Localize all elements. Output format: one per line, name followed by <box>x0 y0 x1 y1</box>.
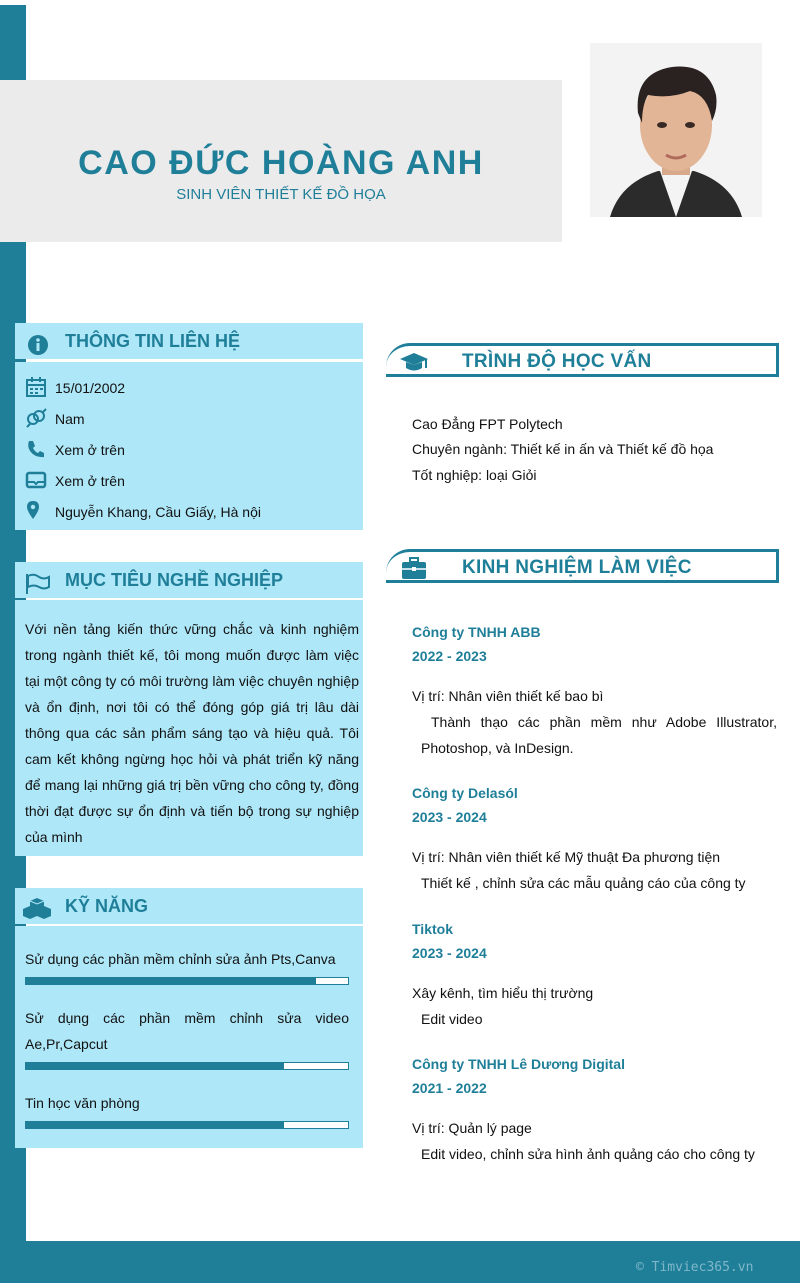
name-header <box>0 80 562 242</box>
experience-title: KINH NGHIỆM LÀM VIỆC <box>462 557 692 578</box>
contact-phone <box>15 438 363 462</box>
job-period: 2022 - 2023 <box>412 648 487 664</box>
skill-fill <box>26 978 316 984</box>
watermark: © Timviec365.vn <box>636 1260 754 1275</box>
birthday-text: 15/01/2002 <box>55 380 126 396</box>
skill-name: Sử dụng các phần mềm chỉnh sửa video Ae,Pr,Capcut <box>25 1010 349 1052</box>
contact-section-header <box>15 323 363 359</box>
phone-text: Xem ở trên <box>55 442 125 458</box>
job-period: 2023 - 2024 <box>412 809 487 825</box>
calendar-icon <box>25 376 47 398</box>
contact-address <box>15 500 363 524</box>
education-section-header <box>386 343 779 377</box>
skill-fill <box>26 1122 284 1128</box>
gender-icon <box>25 407 47 429</box>
skill-bar <box>25 977 349 985</box>
objective-title: MỤC TIÊU NGHỀ NGHIỆP <box>65 570 284 590</box>
job-description: Thành thạo các phần mềm như Adobe Illustrator, Photoshop, và InDesign. <box>421 714 777 756</box>
objective-section <box>15 600 363 856</box>
job-description: Edit video <box>421 1011 483 1027</box>
cubes-icon <box>22 896 52 920</box>
location-icon <box>25 500 47 522</box>
job-company: Công ty Delasól <box>412 785 518 801</box>
profile-photo <box>590 43 762 217</box>
education-title: TRÌNH ĐỘ HỌC VẤN <box>462 351 652 372</box>
job-description: Edit video, chỉnh sửa hình ảnh quảng cáo cho công ty <box>421 1146 755 1162</box>
job-title: SINH VIÊN THIẾT KẾ ĐỒ HỌA <box>176 186 386 203</box>
contact-birthday <box>15 376 363 400</box>
address-text: Nguyễn Khang, Cầu Giấy, Hà nội <box>55 504 261 520</box>
skills-title: KỸ NĂNG <box>65 896 149 916</box>
skill-fill <box>26 1063 284 1069</box>
full-name: CAO ĐỨC HOÀNG ANH <box>78 144 484 182</box>
job-company: Công ty TNHH Lê Dương Digital <box>412 1056 625 1072</box>
email-icon <box>25 469 47 491</box>
contact-email <box>15 469 363 493</box>
email-text: Xem ở trên <box>55 473 125 489</box>
portrait-icon <box>590 43 762 217</box>
objective-section-header <box>15 562 363 598</box>
gender-text: Nam <box>55 411 85 427</box>
phone-icon <box>25 438 47 460</box>
major: Chuyên ngành: Thiết kế in ấn và Thiết kế đồ họa <box>412 441 714 457</box>
experience-section-header <box>386 549 779 583</box>
job-role: Vị trí: Nhân viên thiết kế bao bì <box>412 688 604 704</box>
job-role: Vị trí: Quản lý page <box>412 1120 532 1136</box>
briefcase-icon <box>398 556 430 580</box>
skill-bar <box>25 1121 349 1129</box>
skills-section <box>15 926 363 1148</box>
job-period: 2023 - 2024 <box>412 945 487 961</box>
school-name: Cao Đẳng FPT Polytech <box>412 416 563 432</box>
job-company: Công ty TNHH ABB <box>412 624 541 640</box>
graduation-grade: Tốt nghiệp: loại Giỏi <box>412 467 537 483</box>
skills-section-header <box>15 888 363 924</box>
job-description: Thiết kế , chỉnh sửa các mẫu quảng cáo của công ty <box>421 875 746 891</box>
job-role: Xây kênh, tìm hiểu thị trường <box>412 985 594 1001</box>
contact-section <box>15 362 363 530</box>
job-company: Tiktok <box>412 921 453 937</box>
job-role: Vị trí: Nhân viên thiết kế Mỹ thuật Đa phương tiện <box>412 849 721 865</box>
skill-name: Sử dụng các phần mềm chỉnh sửa ảnh Pts,Canva <box>25 951 336 967</box>
skill-bar <box>25 1062 349 1070</box>
contact-gender <box>15 407 363 431</box>
info-icon <box>22 331 52 355</box>
flag-icon <box>22 570 52 594</box>
objective-text: Với nền tảng kiến thức vững chắc và kinh nghiệm trong ngành thiết kế, tôi mong muốn được làm việc tại một công ty có môi trường làm việc chuyên nghiệp và ổn định, nơi tôi có thể đóng góp giá trị lâu dài thông qua các sản phẩm sáng tạo và hiệu quả. Tôi cam kết không ngừng học hỏi và phát triển kỹ năng để mang lại những giá trị bền vững cho công ty, đồng thời đạt được sự ổn định và tiến bộ trong sự nghiệp của mình <box>25 621 359 845</box>
graduation-cap-icon <box>398 350 430 374</box>
job-period: 2021 - 2022 <box>412 1080 487 1096</box>
contact-title: THÔNG TIN LIÊN HỆ <box>65 331 240 351</box>
skill-name: Tin học văn phòng <box>25 1095 140 1111</box>
